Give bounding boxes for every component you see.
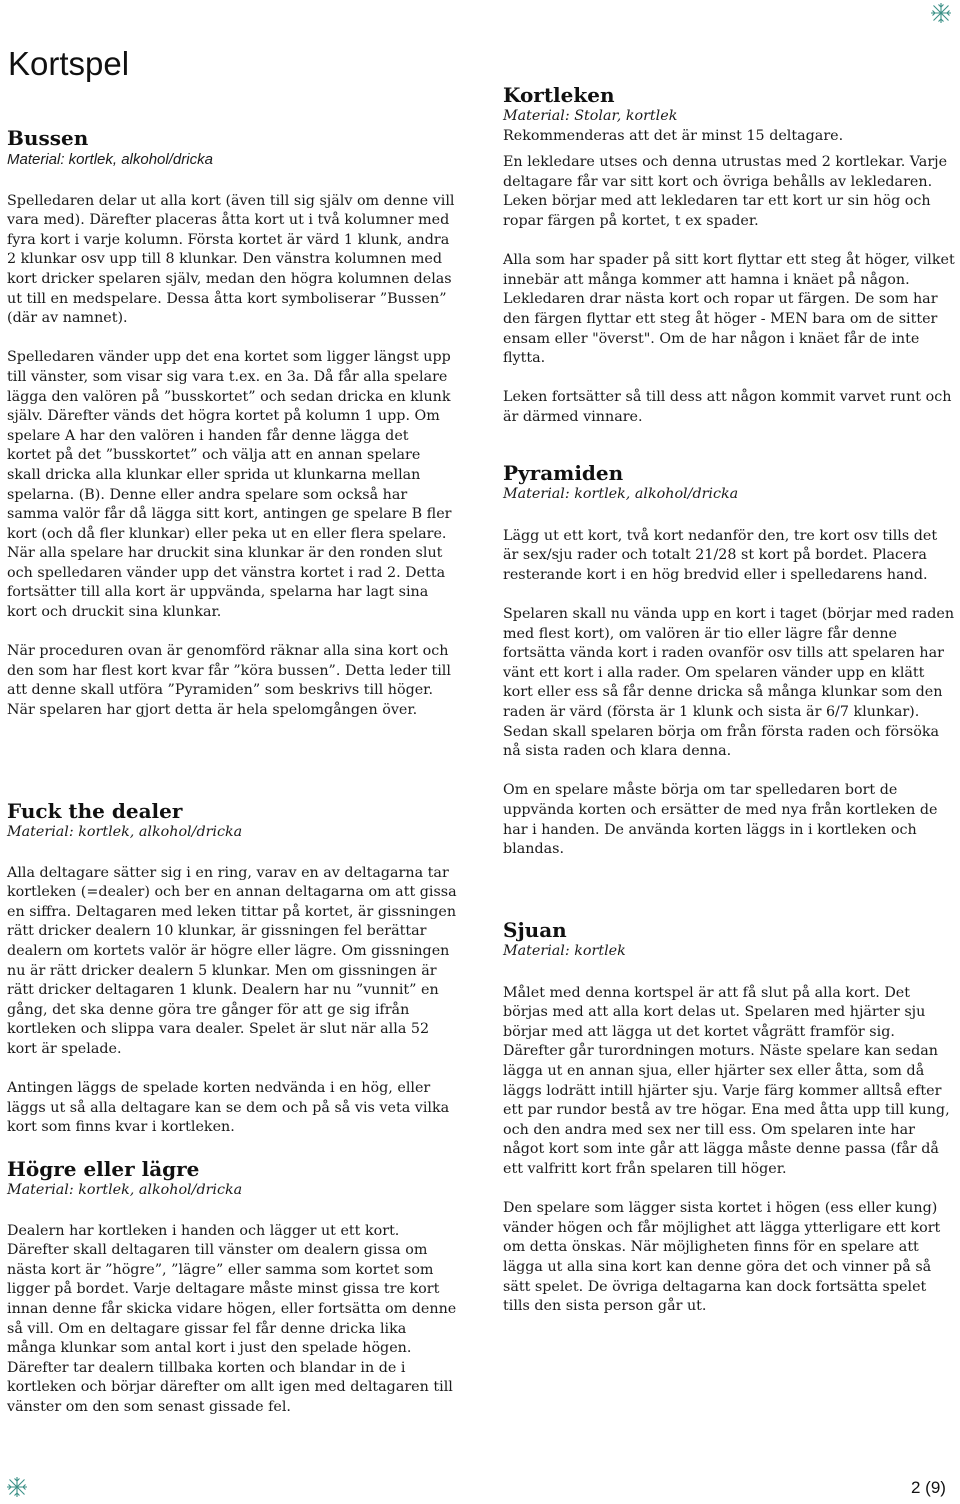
paragraph: Alla deltagare sätter sig i en ring, varav en av deltagarna tar kortleken (=dealer) och ber en annan deltagarna om att gissa en siffra. Deltagaren med leken tittar på kortet, är gissningen rätt dricker dealern 10 klunkar, är gissningen fel berättar dealern om kortets valör är högre eller lägre. Om gissningen nu är rätt dricker dealern 5 klunkar. Men om gissningen är rätt dricker deltagaren 1 klunk. Dealern har nu ”vunnit” en gång, det ska denne göra tre gånger för att ge sig ifrån kortleken och slippa vara dealer. Spelet är slut när alla 52 kort är spelade.	[7, 864, 457, 1057]
section-material: Material: kortlek, alkohol/dricka	[7, 824, 243, 840]
paragraph: Dealern har kortleken i handen och lägger ut ett kort. Därefter skall deltagaren till vänster om dealern gissa om nästa kort är ”högre”, ”lägre” eller samma som kortet som ligger på bordet. Varje deltagare måste minst gissa tre kort innan denne får skicka vidare högen, eller fortsätta om denne så vill. Om en deltagare gissar fel får denne dricka lika många klunkar som antal kort i just den spelade högen. Därefter tar dealern tillbaka korten och blandar in de i kortleken och börjar därefter om allt igen med deltagaren till vänster om den som senast gissade fel.	[7, 1222, 457, 1415]
section-sjuan	[503, 918, 955, 1317]
paragraph: En lekledare utses och denna utrustas med 2 kortlekar. Varje deltagare får var sitt kort och övriga behålls av lekledaren. Leken börjar med att lekledaren tar ett kort ur sin hög och ropar färgen på kortet, t ex spader.	[503, 154, 948, 229]
section-kortleken	[503, 83, 955, 428]
section-heading: Pyramiden	[503, 461, 624, 485]
section-heading: Bussen	[7, 126, 89, 150]
section-heading: Fuck the dealer	[7, 799, 183, 823]
paragraph: Målet med denna kortspel är att få slut på alla kort. Det börjas med att alla kort delas ut. Spelaren med hjärter sju börjar med att lägga ut det kortet vågrätt framför sig. Därefter går turordningen moturs. Näste spelare kan sedan lägga ut en annan sjua, eller hjärter sex eller åtta, som då läggs lodrätt intill hjärter sju. Varje färg kommer alltså efter ett par rundor bestå av tre högar. Ena med åtta upp till kung, och den andra med sex ner till ess. Om spelaren inte har något kort som inte går att lägga måste denne passa (får då ett valfritt kort från spelaren till höger.	[503, 984, 950, 1177]
section-material: Material: kortlek, alkohol/dricka	[503, 486, 739, 502]
section-fuck-the-dealer	[7, 799, 457, 1138]
page-number: 2 (9)	[911, 1478, 946, 1497]
section-material: Material: kortlek, alkohol/dricka	[7, 1182, 243, 1198]
paragraph: Spelaren skall nu vända upp en kort i taget (börjar med raden med flest kort), om valören är tio eller lägre får denne fortsätta vända kort i raden ovanför osv tills att spelaren har vänt ett kort i alla rader. Om spelaren vänder upp en klätt kort eller ess så får denne dricka så många klunkar som den raden är värd (första är 1 klunk och sista är 6/7 klunkar). Sedan skall spelaren börja om från första raden och försöka nå sista raden och klara denna.	[503, 605, 955, 760]
paragraph: Spelledaren vänder upp det ena kortet som ligger längst upp till vänster, som visar sig vara t.ex. en 3a. Då får alla spelare lägga den valören på ”busskortet” och sedan dricka en klunk själv. Därefter vänds det högra kortet på kolumn 1 upp. Om spelare A har den valören i handen får denne lägga det kortet på det ”busskortet” och välja att en annan spelare skall dricka alla klunkar eller sprida ut klunkarna mellan spelarna. (B). Denne eller andra spelare som också har samma valör får då lägga sitt kort, antingen ge spelare B fler kort (och då fler klunkar) eller peka ut en eller flera spelare. När alla spelare har druckit sina klunkar är den ronden slut och spelledaren vänder upp det vänstra kortet i rad 2. Detta fortsätter till alla kort är uppvända, spelarna har lagt sina kort och druckit sina klunkar.	[7, 349, 452, 621]
paragraph: Antingen läggs de spelade korten nedvända i en hög, eller läggs ut så alla deltagare kan se dem och på så vis veta vilka kort som finns kvar i kortleken.	[7, 1080, 450, 1136]
paragraph: Spelledaren delar ut alla kort (även till sig själv om denne vill vara med). Därefter placeras åtta kort ut i två kolumner med fyra kort i varje kolumn. Första kortet är värd 1 klunk, andra 2 klunkar osv upp till 8 klunkar. Den vänstra kolumnen med kort dricker spelaren själv, medan den högra kolumnen delas ut till en medspelare. Dessa åtta kort symboliserar ”Bussen” (där av namnet).	[7, 192, 455, 327]
snowflake-icon	[930, 2, 952, 24]
snowflake-icon	[6, 1476, 28, 1498]
paragraph: Om en spelare måste börja om tar spelledaren bort de uppvända korten och ersätter de med nya från kortleken de har i handen. De använda korten läggs in i kortleken och blandas.	[503, 782, 938, 858]
paragraph: När proceduren ovan är genomförd räknar alla sina kort och den som har flest kort kvar får ”köra bussen”. Detta leder till att denne skall utföra ”Pyramiden” som beskrivs till höger. När spelaren har gjort detta är hela spelomgången över.	[7, 643, 451, 719]
section-material: Material: kortlek, alkohol/dricka	[7, 151, 213, 168]
paragraph: Lägg ut ett kort, två kort nedanför den, tre kort osv tills det är sex/sju rader och totalt 21/28 st kort på bordet. Placera resterande kort i en hög bredvid eller i spelledarens hand.	[503, 527, 938, 583]
paragraph: Rekommenderas att det är minst 15 deltagare.	[503, 127, 844, 144]
section-material: Material: Stolar, kortlek	[503, 108, 678, 124]
section-heading: Kortleken	[503, 83, 615, 107]
section-heading: Sjuan	[503, 918, 567, 942]
section-bussen	[7, 126, 457, 721]
section-hogre-eller-lagre	[7, 1157, 457, 1418]
paragraph: Leken fortsätter så till dess att någon kommit varvet runt och är därmed vinnare.	[503, 389, 952, 425]
section-pyramiden	[503, 461, 955, 860]
paragraph: Alla som har spader på sitt kort flyttar ett steg åt höger, vilket innebär att många kommer att hamna i knäet på någon. Lekledaren drar nästa kort och ropar ut färgen. De som har den färgen flyttar ett steg åt höger - MEN bara om de sitter ensam eller "överst". Om de har någon i knäet får de inte flytta.	[503, 252, 955, 367]
page-title: Kortspel	[8, 45, 130, 82]
section-heading: Högre eller lägre	[7, 1157, 200, 1181]
paragraph: Den spelare som lägger sista kortet i högen (ess eller kung) vänder högen och får möjlighet att lägga ytterligare ett kort om detta önskas. När möjligheten finns för en spelare att lägga ut alla sina kort kan denne göra det och vinner på så sätt spelet. De övriga deltagarna kan dock fortsätta spelet tills den sista person går ut.	[503, 1200, 941, 1315]
section-material: Material: kortlek	[503, 943, 626, 959]
